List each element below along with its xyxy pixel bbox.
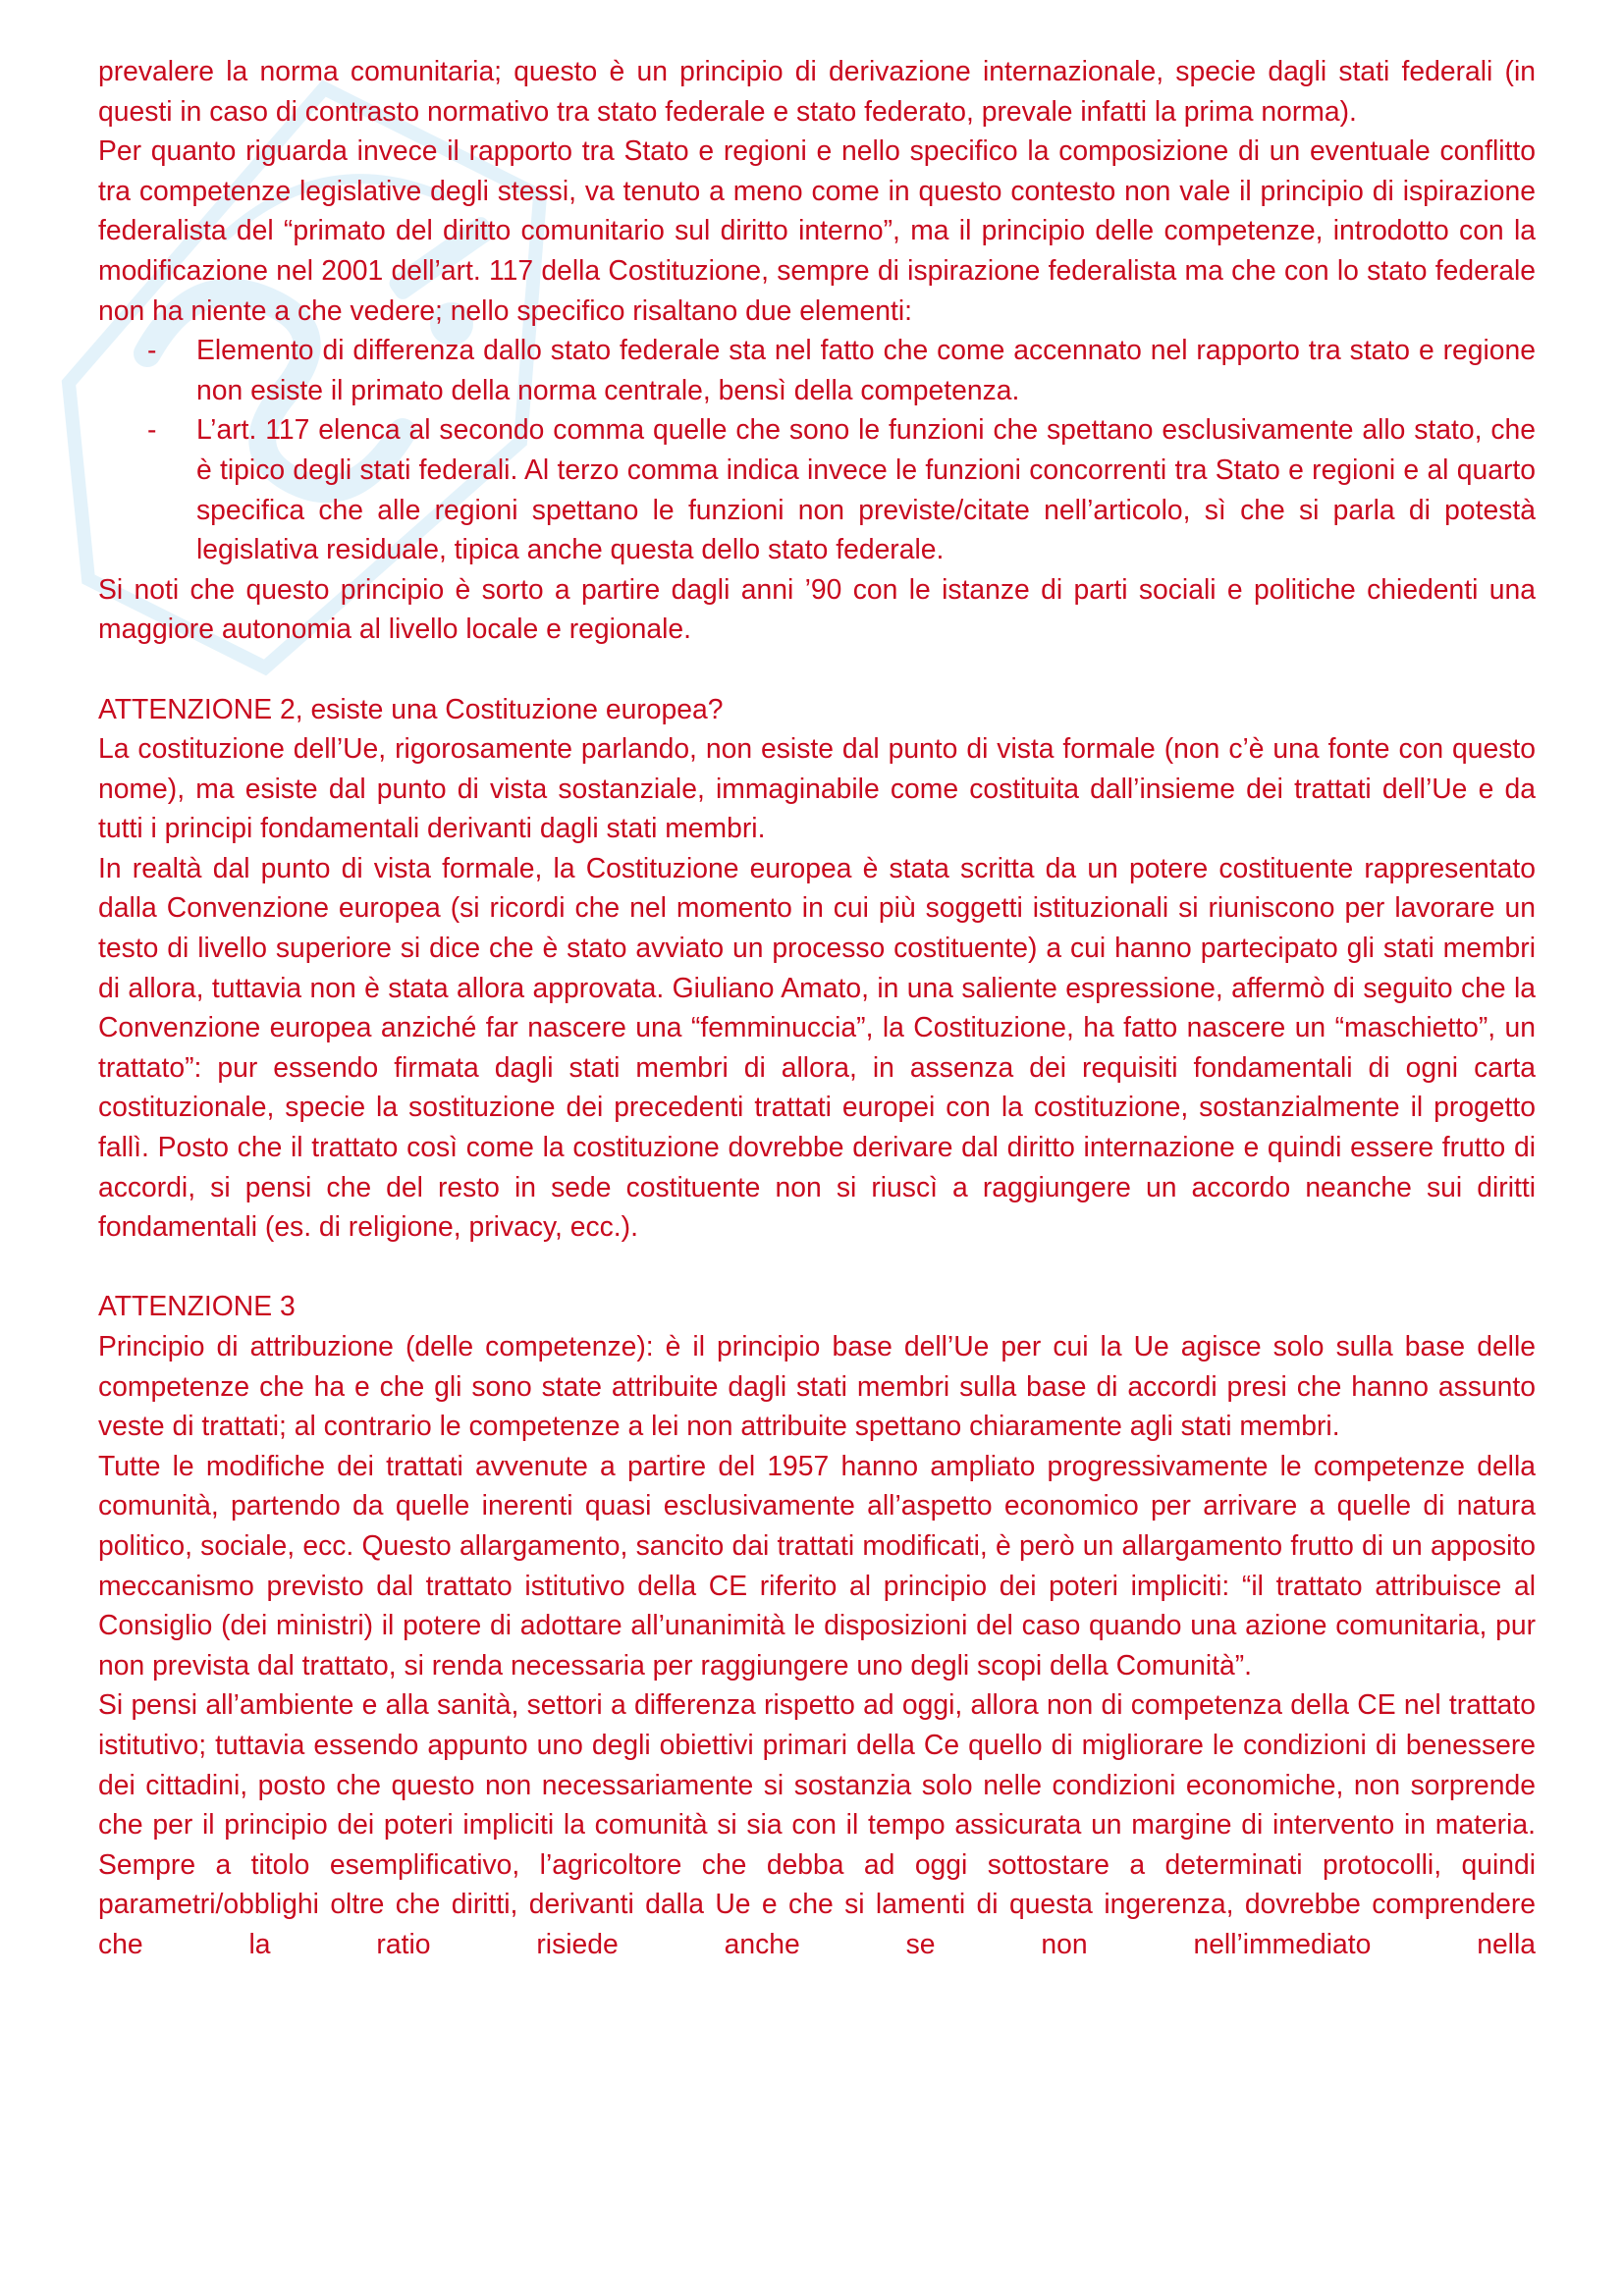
list-dash: - [147, 334, 157, 366]
document-body [98, 51, 1536, 1964]
list-item [98, 409, 1536, 568]
paragraph-modifiche-trattati: Tutte le modifiche dei trattati avvenute a partire del 1957 hanno ampliato progressivamente le competenze della comunità, partendo da quelle inerenti quasi esclusivamente all’aspetto economico per arrivare a quelle di natura politico, sociale, ecc. Questo allargamento, sancito dai trattati modificati, è però un allargamento frutto di un apposito meccanismo previsto dal trattato istitutivo della CE riferito al principio dei poteri impliciti: “il trattato attribuisce al Consiglio (dei ministri) il potere di adottare all’unanimità le disposizioni del caso quando una azione comunitaria, pur non prevista dal trattato, si renda necessaria per raggiungere uno degli scopi della Comunità”. [98, 1449, 1536, 1681]
list-item-text: Elemento di differenza dallo stato federale sta nel fatto che come accennato nel rapporto tra stato e regione non esiste il primato della norma centrale, bensì della competenza. [196, 334, 1536, 405]
list-item-text: L’art. 117 elenca al secondo comma quelle che sono le funzioni che spettano esclusivamente allo stato, che è tipico degli stati federali. Al terzo comma indica invece le funzioni concorrenti tra Stato e regioni e al quarto specifica che alle regioni spettano le funzioni non previste/citate nell’articolo, sì che si parla di potestà legislativa residuale, tipica anche questa dello stato federale. [196, 413, 1536, 565]
paragraph-principio-attribuzione: Principio di attribuzione (delle competenze): è il principio base dell’Ue per cui la Ue agisce solo sulla base delle competenze che ha e che gli sono state attribuite dagli stati membri sulla base di accordi presi che hanno assunto veste di trattati; al contrario le competenze a lei non attribuite spettano chiaramente agli stati membri. [98, 1330, 1536, 1442]
blank-line [98, 649, 1536, 689]
blank-line [98, 1247, 1536, 1287]
paragraph-norma-comunitaria: prevalere la norma comunitaria; questo è un principio di derivazione internazionale, specie dagli stati federali (in questi in caso di contrasto normativo tra stato federale e stato federato, prevale infatti la prima norma). [98, 55, 1536, 127]
paragraph-anni-90: Si noti che questo principio è sorto a partire dagli anni ’90 con le istanze di parti sociali e politiche chiedenti una maggiore autonomia al livello locale e regionale. [98, 572, 1536, 645]
list-item [98, 330, 1536, 409]
elements-list [98, 330, 1536, 569]
paragraph-convenzione-europea: In realtà dal punto di vista formale, la Costituzione europea è stata scritta da un potere costituente rappresentato dalla Convenzione europea (si ricordi che nel momento in cui più soggetti istituzionali si riuniscono per lavorare un testo di livello superiore si dice che è stato avviato un processo costituente) a cui hanno partecipato gli stati membri di allora, tuttavia non è stata allora approvata. Giuliano Amato, in una saliente espressione, affermò di seguito che la Convenzione europea anziché far nascere una “femminuccia”, la Costituzione, ha fatto nascere un “maschietto”, un trattato”: pur essendo firmata dagli stati membri di allora, in assenza dei requisiti fondamentali di ogni carta costituzionale, specie la sostituzione dei precedenti trattati europei con la costituzione, sostanzialmente il progetto fallì. Posto che il trattato così come la costituzione dovrebbe derivare dal diritto internazione e quindi essere frutto di accordi, si pensi che del resto in sede costituente non si riuscì a raggiungere un accordo neanche sui diritti fondamentali (es. di religione, privacy, ecc.). [98, 851, 1536, 1243]
heading-attenzione-2: ATTENZIONE 2, esiste una Costituzione europea? [98, 692, 724, 724]
list-dash: - [147, 413, 157, 446]
paragraph-ambiente-sanita: Si pensi all’ambiente e alla sanità, settori a differenza rispetto ad oggi, allora non di competenza della CE nel trattato istitutivo; tuttavia essendo appunto uno degli obiettivi primari della Ce quello di migliorare le condizioni di benessere dei cittadini, posto che questo non necessariamente si sostanzia solo nelle condizioni economiche, non sorprende che per il principio dei poteri impliciti la comunità si sia con il tempo assicurata un margine di intervento in materia. Sempre a titolo esemplificativo, l’agricoltore che debba ad oggi sottostare a determinati protocolli, quindi parametri/obblighi oltre che diritti, derivanti dalla Ue e che si lamenti di questa ingerenza, dovrebbe comprendere che la ratio risiede anche se non nell’immediato nella [98, 1688, 1536, 1959]
paragraph-costituzione-ue: La costituzione dell’Ue, rigorosamente parlando, non esiste dal punto di vista formale (non c’è una fonte con questo nome), ma esiste dal punto di vista sostanziale, immaginabile come costituita dall’insieme dei trattati dell’Ue e da tutti i principi fondamentali derivanti dagli stati membri. [98, 732, 1536, 844]
paragraph-stato-regioni: Per quanto riguarda invece il rapporto tra Stato e regioni e nello specifico la composizione di un eventuale conflitto tra competenze legislative degli stessi, va tenuto a meno come in questo contesto non vale il principio di ispirazione federalista del “primato del diritto comunitario sul diritto interno”, ma il principio delle competenze, introdotto con la modificazione nel 2001 dell’art. 117 della Costituzione, sempre di ispirazione federalista ma che con lo stato federale non ha niente a che vedere; nello specifico risaltano due elementi: [98, 134, 1536, 326]
heading-attenzione-3: ATTENZIONE 3 [98, 1290, 296, 1322]
